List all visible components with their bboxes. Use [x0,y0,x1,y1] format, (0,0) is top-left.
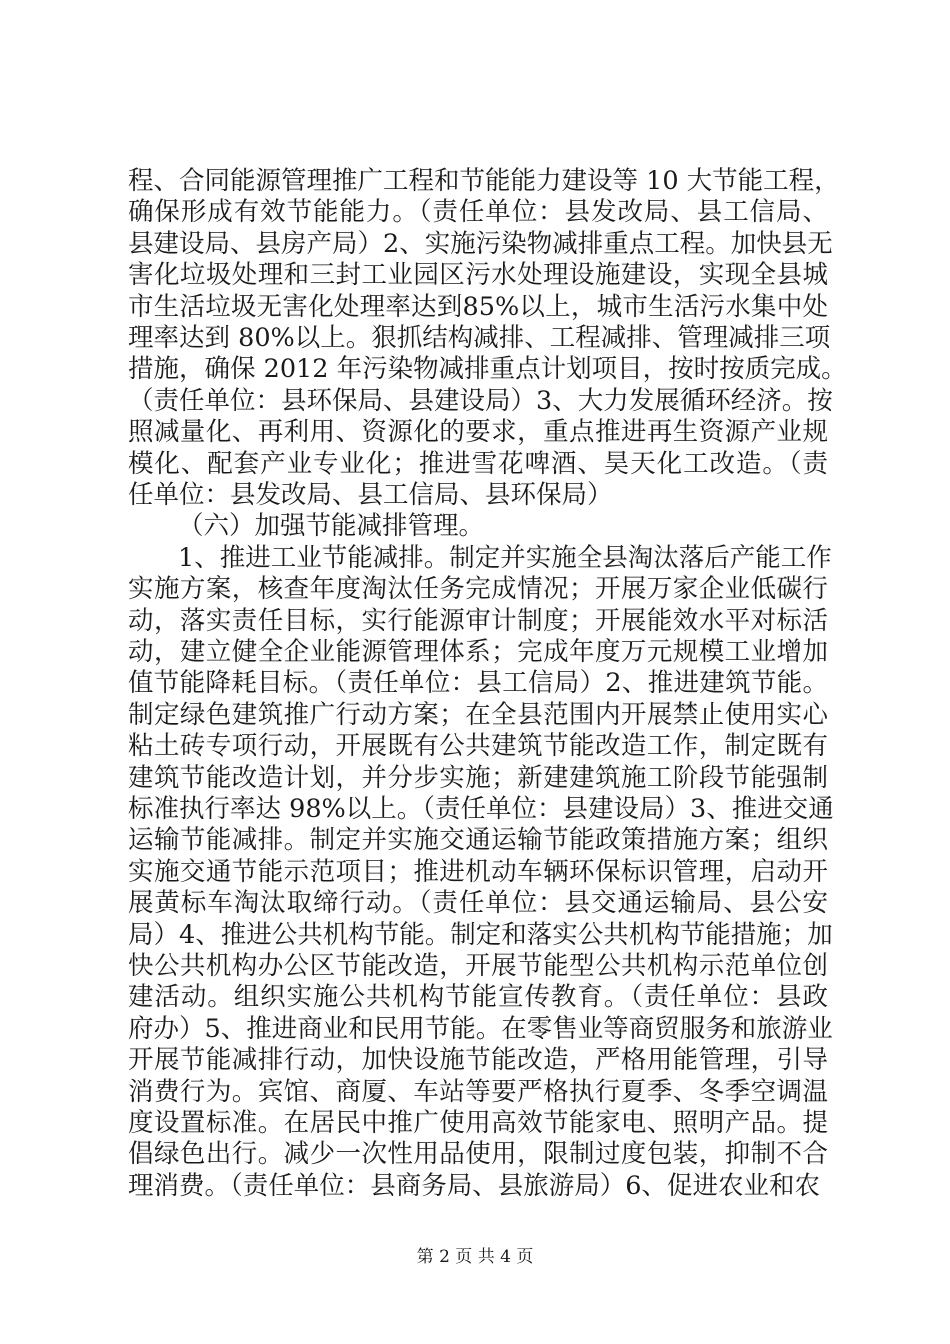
paragraph-line: 运输节能减排。制定并实施交通运输节能政策措施方案；组织 [128,825,828,855]
paragraph-line: 确保形成有效节能能力。（责任单位：县发改局、县工信局、 [128,197,828,227]
paragraph-line: 标准执行率达 98%以上。（责任单位：县建设局）3、推进交通 [128,794,834,824]
paragraph-line: 照减量化、再利用、资源化的要求，重点推进再生资源产业规 [128,417,828,447]
paragraph-line: 局）4、推进公共机构节能。制定和落实公共机构节能措施；加 [128,920,833,950]
page-footer: 第 2 页 共 4 页 [416,1247,534,1267]
paragraph-line: 建活动。组织实施公共机构节能宣传教育。（责任单位：县政 [128,982,828,1012]
paragraph-line: 任单位：县发改局、县工信局、县环保局） [128,480,613,510]
paragraph-line: 市生活垃圾无害化处理率达到85%以上，城市生活污水集中处 [128,292,828,322]
paragraph-line: 措施，确保 2012 年污染物减排重点计划项目，按时按质完成。 [128,354,847,384]
paragraph-line: 快公共机构办公区节能改造，开展节能型公共机构示范单位创 [128,951,828,981]
paragraph-line: 府办）5、推进商业和民用节能。在零售业等商贸服务和旅游业 [128,1014,833,1044]
section-heading: （六）加强节能减排管理。 [178,511,485,541]
paragraph-line: 动，落实责任目标，实行能源审计制度；开展能效水平对标活 [128,606,828,636]
paragraph-line: 程、合同能源管理推广工程和节能能力建设等 10 大节能工程， [128,166,840,196]
paragraph-line: 粘土砖专项行动，开展既有公共建筑节能改造工作，制定既有 [128,731,828,761]
paragraph-line: （责任单位：县环保局、县建设局）3、大力发展循环经济。按 [128,386,833,416]
paragraph-line: 模化、配套产业专业化；推进雪花啤酒、昊天化工改造。（责 [128,449,828,479]
paragraph-line: 消费行为。宾馆、商厦、车站等要严格执行夏季、冬季空调温 [128,1077,828,1107]
paragraph-line: 理消费。（责任单位：县商务局、县旅游局）6、促进农业和农 [128,1171,820,1201]
paragraph-line: 理率达到 80%以上。狠抓结构减排、工程减排、管理减排三项 [128,323,831,353]
paragraph-line: 度设置标准。在居民中推广使用高效节能家电、照明产品。提 [128,1108,828,1138]
paragraph-line: 实施交通节能示范项目；推进机动车辆环保标识管理，启动开 [128,857,828,887]
paragraph-line: 值节能降耗目标。（责任单位：县工信局）2、推进建筑节能。 [128,668,828,698]
paragraph-line: 开展节能减排行动，加快设施节能改造，严格用能管理，引导 [128,1045,828,1075]
paragraph-line: 害化垃圾处理和三封工业园区污水处理设施建设，实现全县城 [128,260,828,290]
paragraph-line: 倡绿色出行。减少一次性用品使用，限制过度包装，抑制不合 [128,1139,828,1169]
paragraph-line: 实施方案，核查年度淘汰任务完成情况；开展万家企业低碳行 [128,574,828,604]
paragraph-line: 制定绿色建筑推广行动方案；在全县范围内开展禁止使用实心 [128,700,828,730]
paragraph-line: 展黄标车淘汰取缔行动。（责任单位：县交通运输局、县公安 [128,888,828,918]
paragraph-line: 县建设局、县房产局）2、实施污染物减排重点工程。加快县无 [128,229,833,259]
paragraph-line: 1、推进工业节能减排。制定并实施全县淘汰落后产能工作 [178,543,832,573]
paragraph-line: 建筑节能改造计划，并分步实施；新建建筑施工阶段节能强制 [128,763,828,793]
paragraph-line: 动，建立健全企业能源管理体系；完成年度万元规模工业增加 [128,637,828,667]
